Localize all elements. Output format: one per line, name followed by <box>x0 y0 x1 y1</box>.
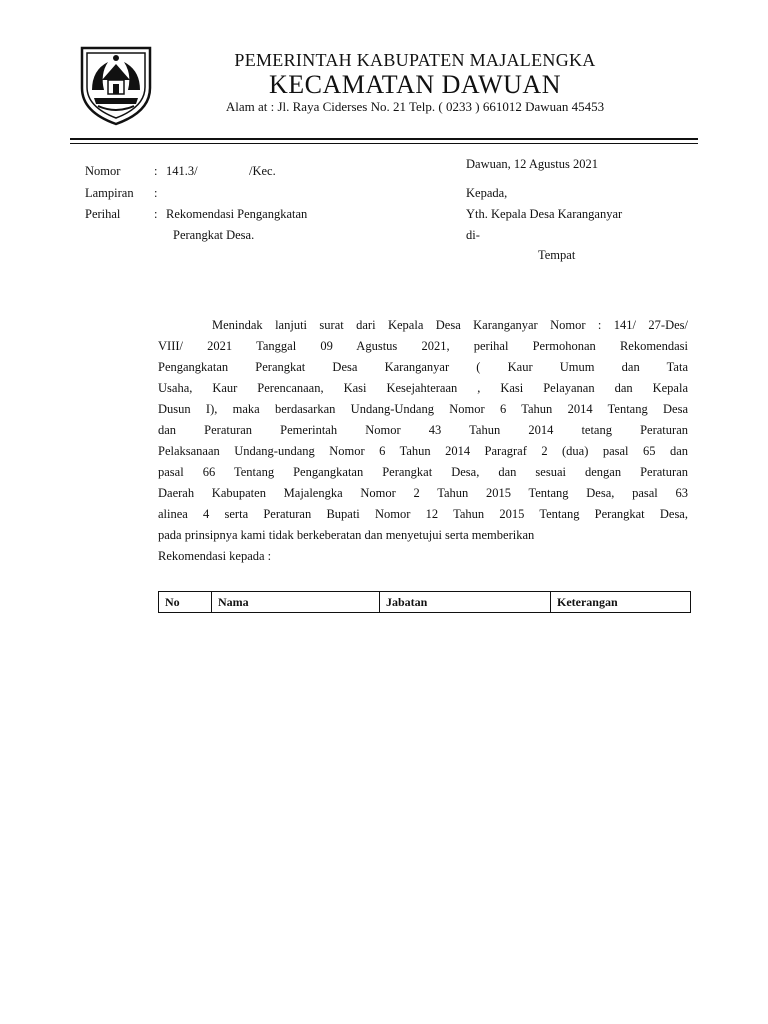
body-line: pasal 66 Tentang Pengangkatan Perangkat Desa, dan sesuai dengan Peraturan <box>158 465 688 479</box>
body-line: dan Peraturan Pemerintah Nomor 43 Tahun 2014 tetang Peraturan <box>158 423 688 437</box>
body-line: Pelaksanaan Undang-undang Nomor 6 Tahun 2014 Paragraf 2 (dua) pasal 65 dan <box>158 444 688 458</box>
tempat-label: Tempat <box>538 248 576 262</box>
place-date: Dawuan, 12 Agustus 2021 <box>466 157 598 171</box>
government-name: PEMERINTAH KABUPATEN MAJALENGKA <box>234 50 596 70</box>
nomor-suffix: /Kec. <box>249 164 276 178</box>
body-line: Dusun I), maka berdasarkan Undang-Undang Nomor 6 Tahun 2014 Tentang Desa <box>158 402 688 416</box>
di-label: di- <box>466 228 480 242</box>
body-line: Menindak lanjuti surat dari Kepala Desa Karanganyar Nomor : 141/ 27-Des/ <box>212 318 688 332</box>
recipient-name: Yth. Kepala Desa Karanganyar <box>466 207 623 221</box>
perihal-line-1: Rekomendasi Pengangkatan <box>166 207 308 221</box>
recommendation-table <box>158 591 691 613</box>
perihal-line-2: Perangkat Desa. <box>173 228 255 242</box>
lampiran-colon: : <box>154 186 158 200</box>
nomor-label: Nomor <box>85 164 121 178</box>
body-line: Pengangkatan Perangkat Desa Karanganyar ( Kaur Umum dan Tata <box>158 360 688 374</box>
body-line: Daerah Kabupaten Majalengka Nomor 2 Tahun 2015 Tentang Desa, pasal 63 <box>158 486 688 500</box>
col-header-jabatan: Jabatan <box>380 592 551 613</box>
body-line: pada prinsipnya kami tidak berkeberatan dan menyetujui serta memberikan <box>158 528 535 542</box>
nomor-colon: : <box>154 164 158 178</box>
table-header-row <box>159 592 691 613</box>
kepada-label: Kepada, <box>466 186 508 200</box>
perihal-colon: : <box>154 207 158 221</box>
col-header-no: No <box>159 592 212 613</box>
nomor-value: 141.3/ <box>166 164 198 178</box>
district-name: KECAMATAN DAWUAN <box>269 70 561 99</box>
letterhead-rule-thick <box>70 138 698 140</box>
body-line: alinea 4 serta Peraturan Bupati Nomor 12 Tahun 2015 Tentang Perangkat Desa, <box>158 507 688 521</box>
office-address: Alam at : Jl. Raya Ciderses No. 21 Telp. ( 0233 ) 661012 Dawuan 45453 <box>225 99 605 114</box>
perihal-label: Perihal <box>85 207 121 221</box>
lampiran-label: Lampiran <box>85 186 134 200</box>
body-line: VIII/ 2021 Tanggal 09 Agustus 2021, perihal Permohonan Rekomendasi <box>158 339 688 353</box>
col-header-nama: Nama <box>212 592 380 613</box>
body-line: Rekomendasi kepada : <box>158 549 272 563</box>
body-line: Usaha, Kaur Perencanaan, Kasi Kesejahteraan , Kasi Pelayanan dan Kepala <box>158 381 688 395</box>
letterhead-rule-thin <box>70 143 698 144</box>
col-header-keterangan: Keterangan <box>551 592 691 613</box>
